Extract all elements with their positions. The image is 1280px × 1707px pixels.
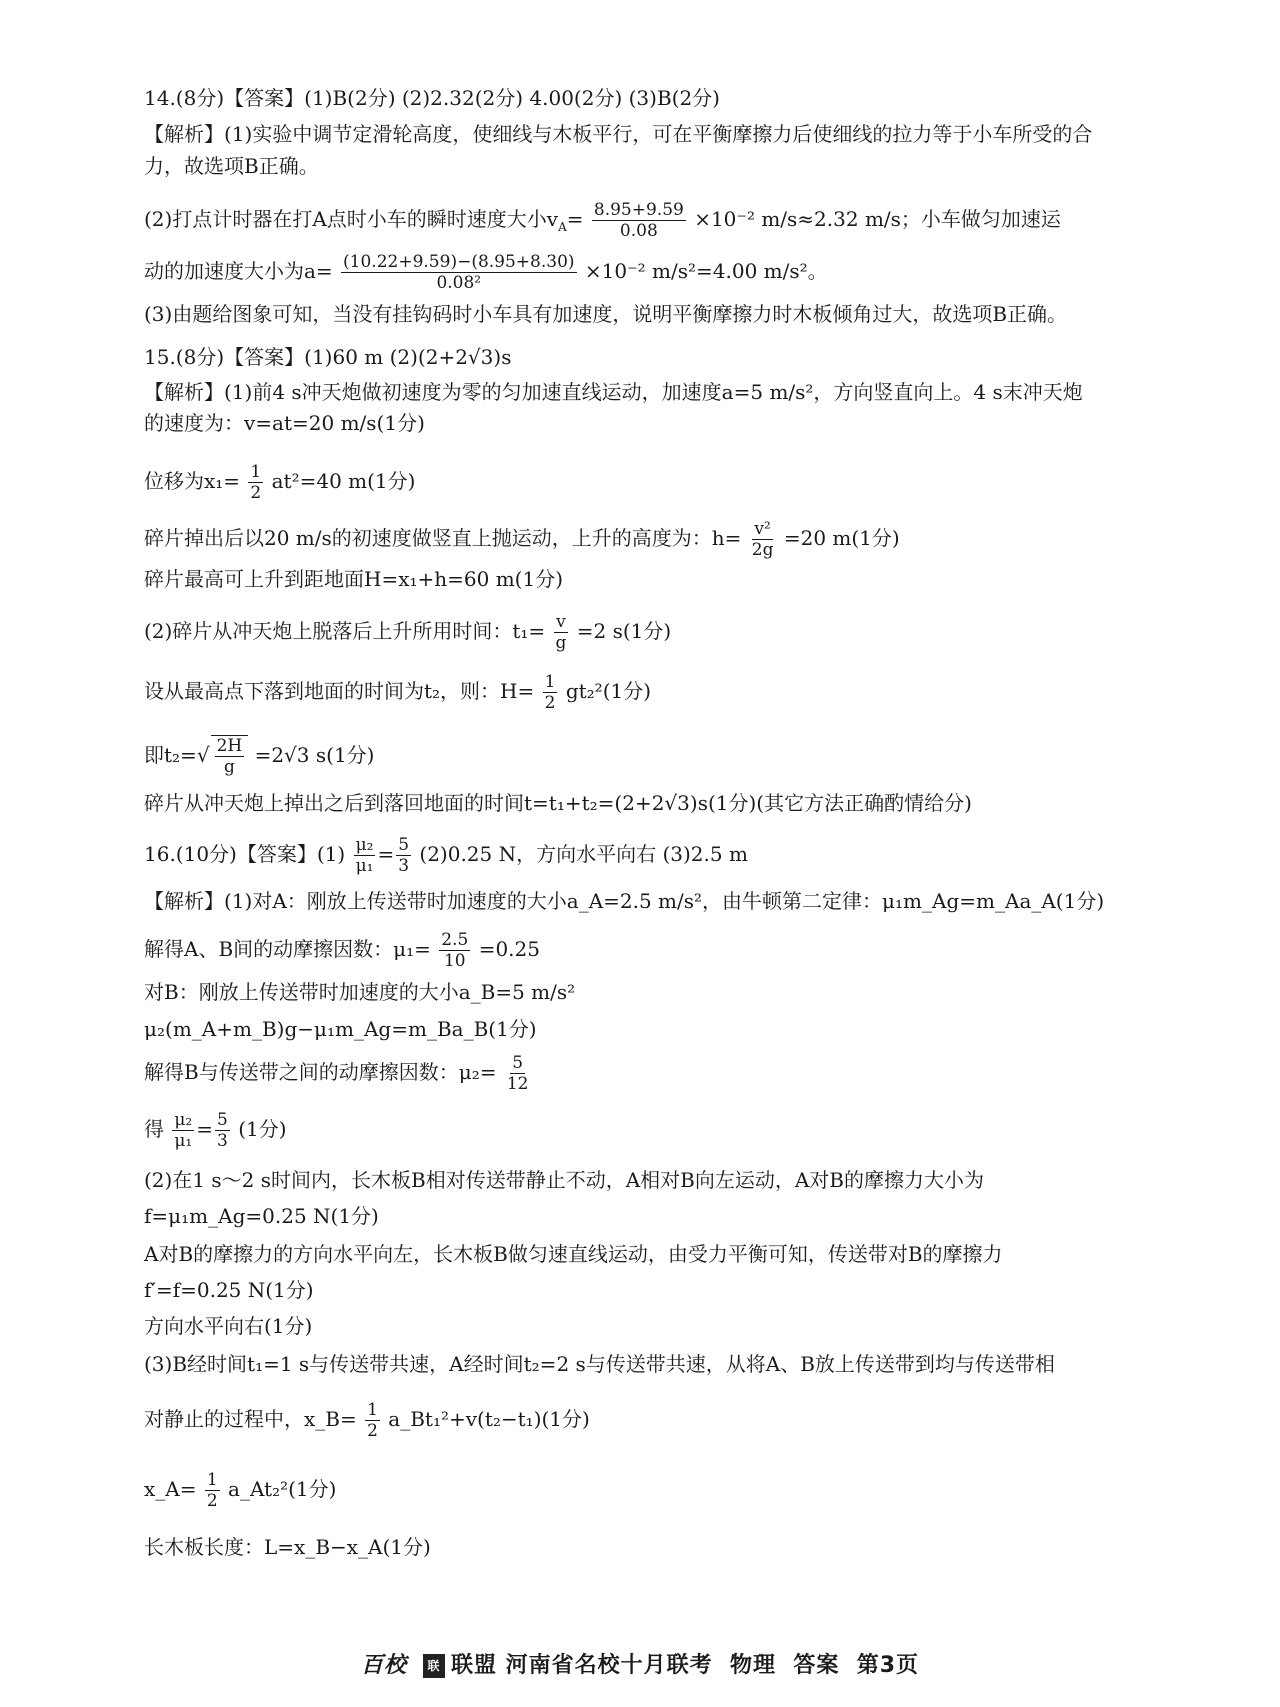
q16-line-10: f′=f=0.25 N(1分)	[144, 1278, 314, 1302]
fraction: $\frac{5}{3}$	[217, 1110, 228, 1151]
q15-line-9: 碎片从冲天炮上掉出之后到落回地面的时间t=t₁+t₂=(2+2√3)s(1分)(其它方法正确酌情给分)	[144, 791, 972, 815]
q16-line-6: 得 $\frac{\text{μ₂}}{\text{μ₁}}$ = $\frac{5}{3}$ (1分)	[144, 1110, 287, 1151]
q15-line-3: 位移为x₁= $\frac{1}{2}$ at²=40 m(1分)	[144, 462, 416, 503]
q16-line-5: 解得B与传送带之间的动摩擦因数：μ₂= $\frac{5}{12}$	[144, 1053, 529, 1094]
q15-line-7: 设从最高点下落到地面的时间为t₂，则：H= $\frac{1}{2}$ gt₂²(1分)	[144, 672, 652, 713]
q16-line-15: 长木板长度：L=x_B−x_A(1分)	[144, 1535, 431, 1559]
fraction: $\frac{1}{2}$	[367, 1400, 378, 1441]
q14-header: 14.(8分)【答案】(1)B(2分) (2)2.32(2分) 4.00(2分) (3)B(2分)	[144, 86, 720, 110]
fraction: $\frac{\text{v²}}{2g}$	[751, 519, 774, 560]
q16-line-11: 方向水平向右(1分)	[144, 1314, 313, 1338]
q16-line-3: 对B：刚放上传送带时加速度的大小a_B=5 m/s²	[144, 980, 576, 1004]
q16-header: 16.(10分)【答案】(1) $\frac{\text{μ₂}}{\text{μ₁}}$ = $\frac{5}{3}$ (2)0.25 N，方向水平向右 (3)2.5 m	[144, 835, 748, 876]
union-text: 联盟	[450, 1653, 497, 1678]
q15-line-4: 碎片掉出后以20 m/s的初速度做竖直上抛运动，上升的高度为：h= $\frac{\text{v²}}{2g}$ =20 m(1分)	[144, 519, 900, 560]
answer-label: 答案	[793, 1653, 840, 1678]
q14-analysis-3: (3)由题给图象可知，当没有挂钩码时小车具有加速度，说明平衡摩擦力时木板倾角过大，故选项B正确。	[144, 302, 1068, 326]
q15-line-8: 即t₂=√ $\frac{2H}{g}$ =2√3 s(1分)	[144, 736, 375, 777]
fraction: $\frac{1}{2}$	[544, 672, 556, 713]
q16-line-13: 对静止的过程中，x_B= $\frac{1}{2}$ a_Bt₁²+v(t₂−t₁)(1分)	[144, 1400, 590, 1441]
page-footer	[0, 1648, 1280, 1679]
q15-line-2: 的速度为：v=at=20 m/s(1分)	[144, 411, 425, 435]
fraction: $\frac{8.95+9.59}{0.08}$	[593, 200, 684, 241]
fraction: $\frac{1}{2}$	[250, 462, 262, 503]
exam-title: 河南省名校十月联考	[505, 1653, 713, 1678]
fraction: $\frac{\text{μ₂}}{\text{μ₁}}$	[355, 835, 374, 876]
q15-line-6: (2)碎片从冲天炮上脱落后上升所用时间：t₁= $\frac{v}{g}$ =2 s(1分)	[144, 612, 672, 653]
q14-analysis-2a: (2)打点计时器在打A点时小车的瞬时速度大小$v_A=$ $\frac{8.95+9.59}{0.08}$ ×10⁻² m/s≈2.32 m/s；小车做匀加速运	[144, 200, 1061, 241]
seal-icon: 联	[423, 1654, 445, 1678]
q15-line-1: 【解析】(1)前4 s冲天炮做初速度为零的匀加速直线运动，加速度a=5 m/s²，方向竖直向上。4 s末冲天炮	[144, 380, 1083, 404]
logo: 百校	[360, 1652, 407, 1678]
q16-line-8: f=μ₁m_Ag=0.25 N(1分)	[144, 1204, 379, 1228]
q16-line-7: (2)在1 s～2 s时间内，长木板B相对传送带静止不动，A相对B向左运动，A对B的摩擦力大小为	[144, 1168, 984, 1192]
q16-line-2: 解得A、B间的动摩擦因数：μ₁= $\frac{2.5}{10}$ =0.25	[144, 930, 540, 971]
q14-analysis-1b: 力，故选项B正确。	[144, 154, 319, 178]
subject: 物理	[730, 1653, 777, 1678]
fraction: $\frac{2.5}{10}$	[441, 930, 469, 971]
fraction: $\frac{\text{μ₂}}{\text{μ₁}}$	[174, 1110, 193, 1151]
q16-line-12: (3)B经时间t₁=1 s与传送带共速，A经时间t₂=2 s与传送带共速，从将A、B放上传送带到均与传送带相	[144, 1352, 1055, 1376]
fraction: $\frac{(10.22+9.59)-(8.95+8.30)}{\text{0.08²}}$	[343, 252, 575, 293]
fraction: $\frac{5}{12}$	[506, 1053, 529, 1094]
q14-analysis-1a: 【解析】(1)实验中调节定滑轮高度，使细线与木板平行，可在平衡摩擦力后使细线的拉力等于小车所受的合	[144, 122, 1093, 146]
q16-line-9: A对B的摩擦力的方向水平向左，长木板B做匀速直线运动，由受力平衡可知，传送带对B的摩擦力	[144, 1242, 1003, 1266]
fraction: $\frac{v}{g}$	[555, 612, 567, 653]
fraction: $\frac{1}{2}$	[206, 1470, 218, 1511]
page-number: 第3页	[856, 1653, 920, 1678]
q15-header: 15.(8分)【答案】(1)60 m (2)(2+2√3)s	[144, 345, 512, 369]
fraction: $\frac{2H}{g}$	[216, 736, 243, 777]
q16-line-4: μ₂(m_A+m_B)g−μ₁m_Ag=m_Ba_B(1分)	[144, 1017, 537, 1041]
q16-line-1: 【解析】(1)对A：刚放上传送带时加速度的大小a_A=2.5 m/s²，由牛顿第二定律：μ₁m_Ag=m_Aa_A(1分)	[144, 889, 1105, 913]
fraction: $\frac{5}{3}$	[398, 835, 410, 876]
q14-analysis-2b: 动的加速度大小为a= $\frac{(10.22+9.59)-(8.95+8.30)}{\text{0.08²}}$ ×10⁻² m/s²=4.00 m/s²。	[144, 252, 828, 293]
q15-line-5: 碎片最高可上升到距地面H=x₁+h=60 m(1分)	[144, 567, 563, 591]
q16-line-14: x_A= $\frac{1}{2}$ a_At₂²(1分)	[144, 1470, 337, 1511]
